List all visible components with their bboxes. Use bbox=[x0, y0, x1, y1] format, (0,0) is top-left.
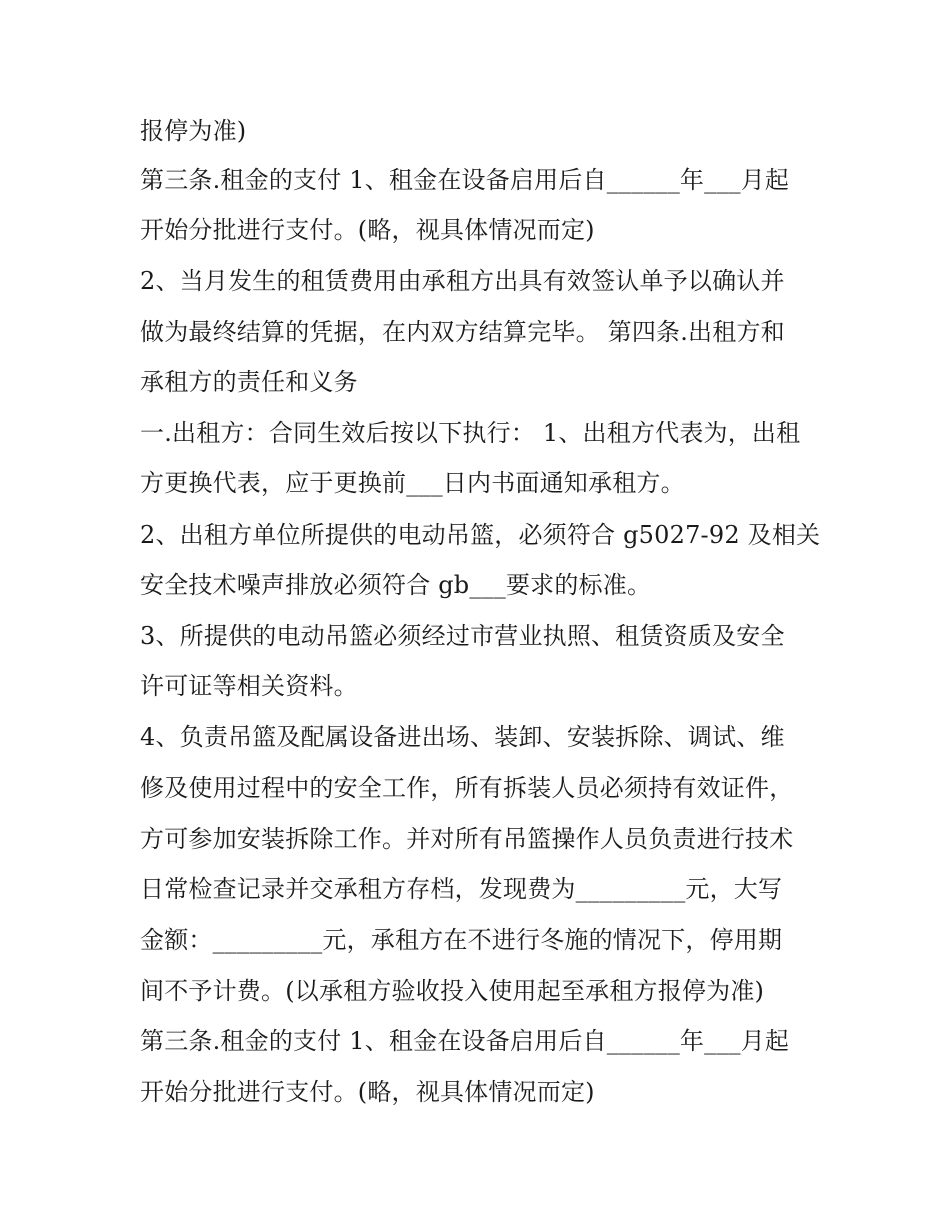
text-line: 方更换代表，应于更换前___日内书面通知承租方。 bbox=[140, 469, 685, 497]
text-line: 承租方的责任和义务 bbox=[140, 368, 358, 396]
text-line: 做为最终结算的凭据，在内双方结算完毕。 第四条.出租方和 bbox=[140, 318, 785, 346]
text-line: 第三条.租金的支付 1、租金在设备启用后自______年___月起 bbox=[140, 1027, 790, 1055]
text-line: 修及使用过程中的安全工作，所有拆装人员必须持有效证件， bbox=[140, 774, 794, 802]
text-line: 许可证等相关资料。 bbox=[140, 672, 358, 700]
text-line: 4、负责吊篮及配属设备进出场、装卸、安装拆除、调试、维 bbox=[140, 723, 785, 751]
text-line: 金额：_________元，承租方在不进行冬施的情况下，停用期 bbox=[140, 926, 783, 954]
text-line: 开始分批进行支付。(略，视具体情况而定) bbox=[140, 216, 595, 244]
text-line: 方可参加安装拆除工作。并对所有吊篮操作人员负责进行技术 bbox=[140, 825, 794, 853]
text-line: 3、所提供的电动吊篮必须经过市营业执照、租赁资质及安全 bbox=[140, 622, 785, 650]
text-line: 安全技术噪声排放必须符合 gb___要求的标准。 bbox=[140, 571, 652, 599]
text-line: 日常检查记录并交承租方存档，发现费为_________元，大写 bbox=[140, 875, 783, 903]
text-line: 一.出租方：合同生效后按以下执行： 1、出租方代表为，出租 bbox=[140, 419, 801, 447]
text-line: 报停为准) bbox=[140, 117, 247, 145]
text-line: 间不予计费。(以承租方验收投入使用起至承租方报停为准) bbox=[140, 977, 765, 1005]
text-line: 第三条.租金的支付 1、租金在设备启用后自______年___月起 bbox=[140, 166, 790, 194]
text-line: 开始分批进行支付。(略，视具体情况而定) bbox=[140, 1078, 595, 1106]
text-line: 2、当月发生的租赁费用由承租方出具有效签认单予以确认并 bbox=[140, 267, 785, 295]
text-line: 2、出租方单位所提供的电动吊篮，必须符合 g5027-92 及相关 bbox=[140, 521, 821, 549]
